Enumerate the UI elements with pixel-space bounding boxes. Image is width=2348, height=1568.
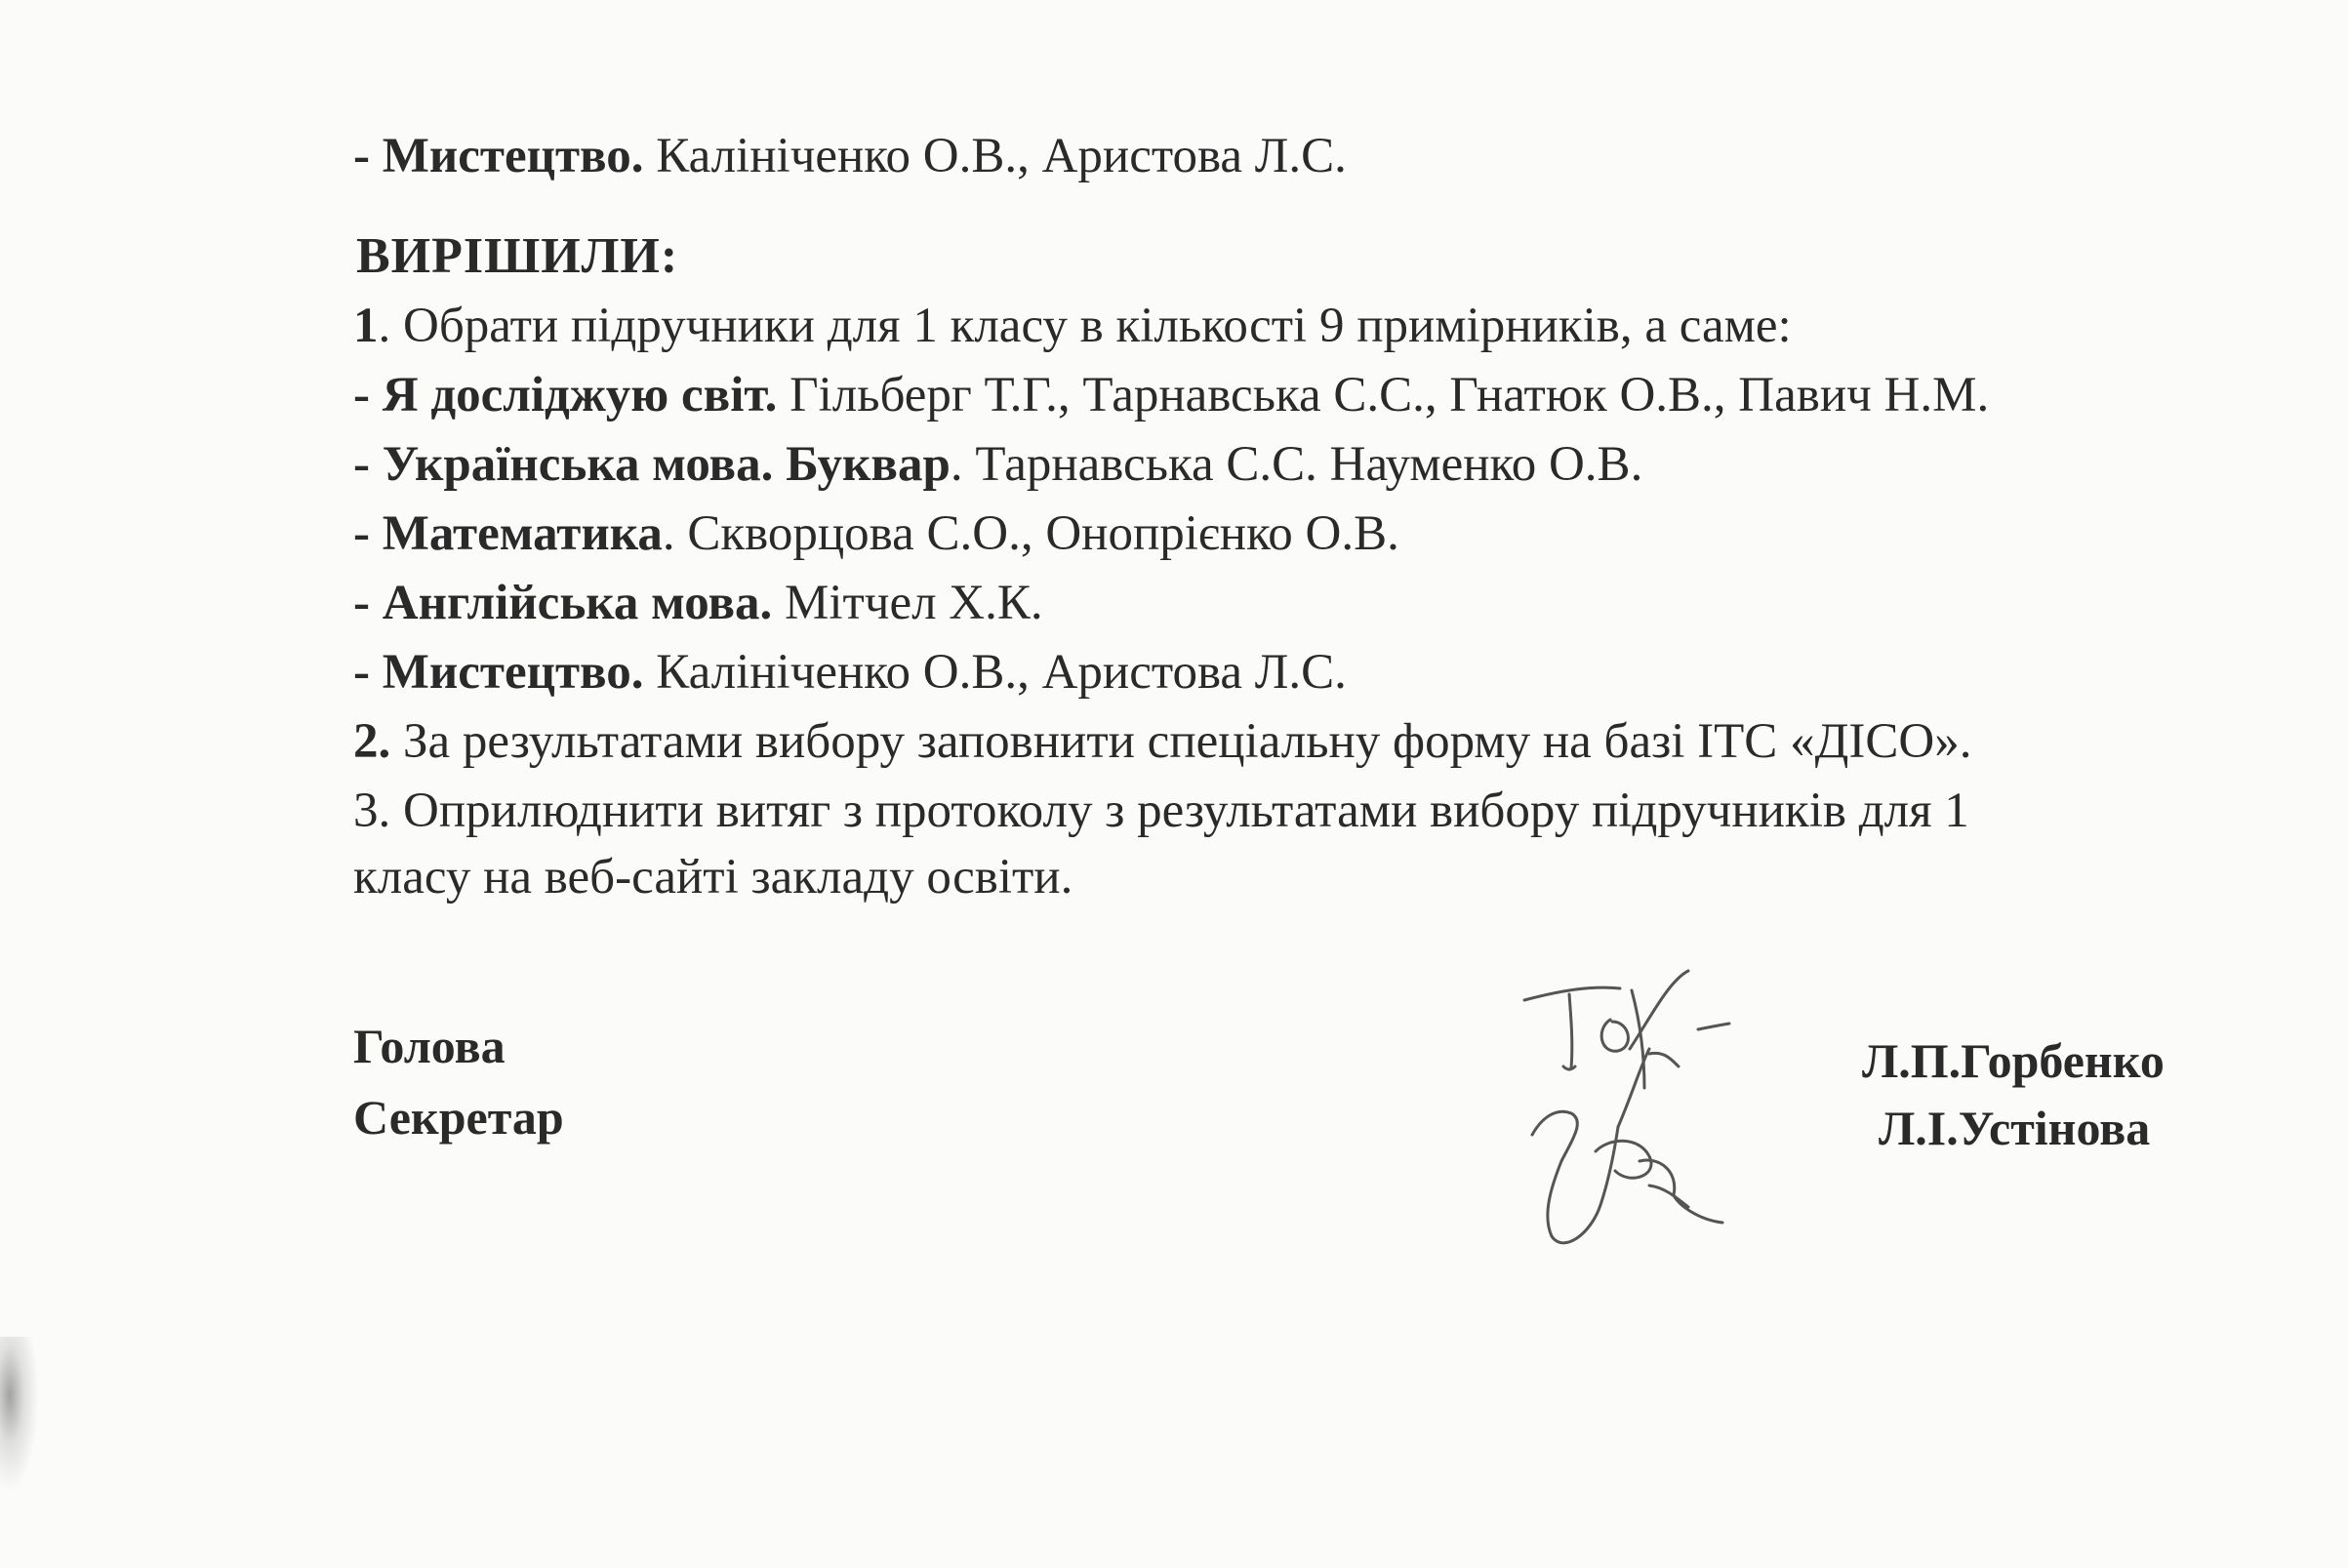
book-subject: - Я досліджую світ. — [353, 368, 778, 422]
decision-item-2 — [353, 714, 1972, 769]
book-item — [353, 368, 1990, 422]
item-1-number: 1 — [353, 299, 379, 353]
book-authors: Мітчел Х.К. — [772, 576, 1043, 630]
book-subject: - Англійська мова. — [353, 576, 773, 630]
item-2-text: За результатами вибору заповнити спеціальну форму на базі ІТС «ДІСО». — [390, 714, 1972, 769]
secretary-name: Л.І.Устінова — [1879, 1101, 2151, 1155]
book-subject: - Математика — [353, 506, 663, 561]
top-line-authors: Калініченко О.В., Аристова Л.С. — [643, 129, 1347, 183]
book-authors: . Тарнавська С.С. Науменко О.В. — [950, 437, 1643, 492]
book-item — [353, 645, 1347, 700]
decision-item-3-line-2: класу на веб-сайті закладу освіти. — [353, 850, 1073, 905]
handwritten-signatures — [1503, 961, 1825, 1273]
book-authors: Гільберг Т.Г., Тарнавська С.С., Гнатюк О.В., Павич Н.М. — [777, 368, 1990, 422]
decision-heading: ВИРІШИЛИ: — [356, 228, 679, 284]
book-authors: Калініченко О.В., Аристова Л.С. — [643, 645, 1347, 700]
book-authors: . Скворцова С.О., Онопрієнко О.В. — [662, 506, 1399, 561]
decision-item-3-line-1: 3. Оприлюднити витяг з протоколу з результатами вибору підручників для 1 — [353, 784, 1969, 838]
chair-name: Л.П.Горбенко — [1862, 1033, 2165, 1088]
chair-label: Голова — [353, 1019, 506, 1073]
top-line-subject: - Мистецтво. — [353, 129, 644, 183]
secretary-label: Секретар — [353, 1090, 564, 1145]
decision-item-1 — [353, 299, 1792, 353]
item-1-text: . Обрати підручники для 1 класу в кількості 9 примірників, а саме: — [378, 299, 1792, 353]
top-line — [353, 129, 1347, 183]
item-2-number: 2. — [353, 714, 391, 769]
book-item — [353, 506, 1399, 561]
book-item — [353, 437, 1643, 492]
scan-shadow — [0, 1337, 39, 1493]
book-subject: - Українська мова. Буквар — [353, 437, 951, 492]
book-subject: - Мистецтво. — [353, 645, 644, 700]
book-item — [353, 576, 1043, 630]
